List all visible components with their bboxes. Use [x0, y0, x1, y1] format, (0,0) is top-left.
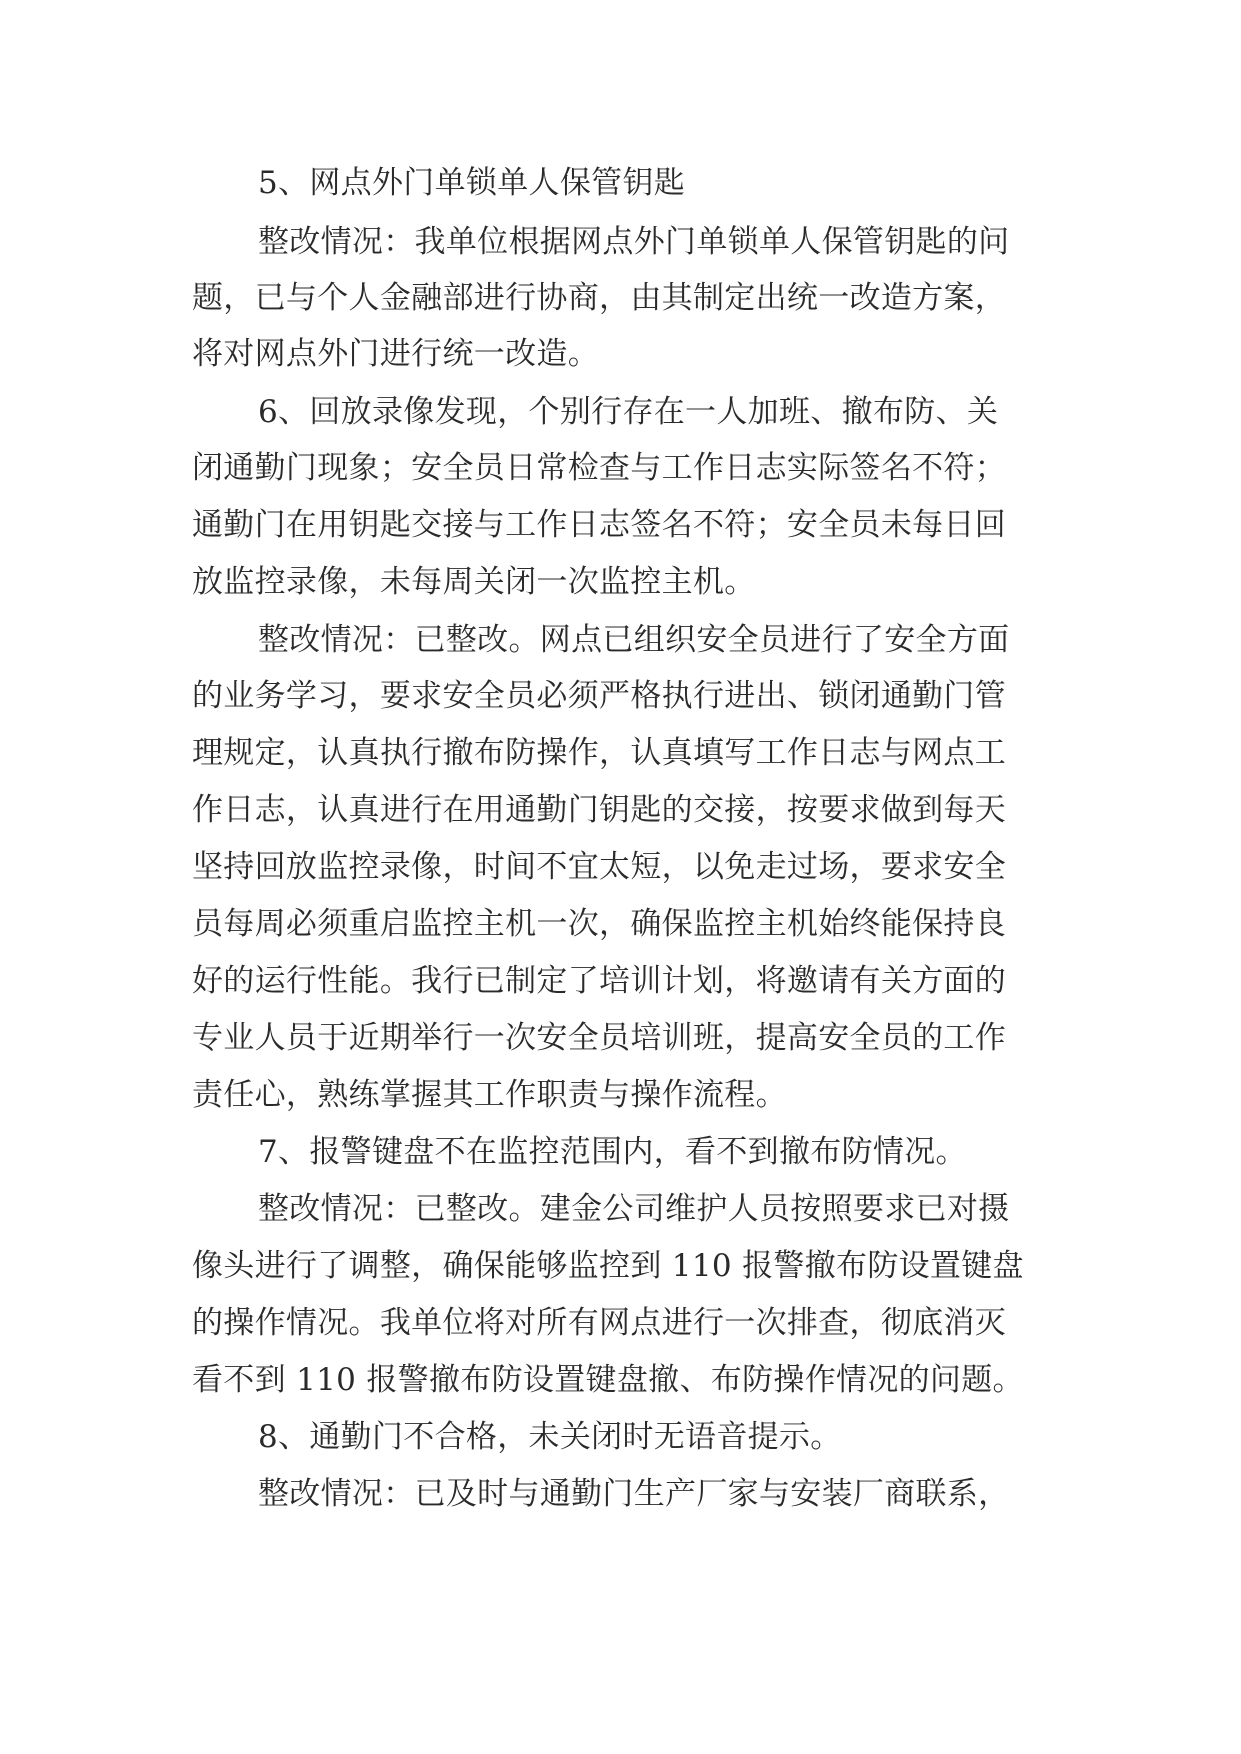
section-7-heading: 7、报警键盘不在监控范围内，看不到撤布防情况。 — [258, 1134, 967, 1170]
paragraph-line: 通勤门在用钥匙交接与工作日志签名不符；安全员未每日回 — [192, 507, 1007, 543]
paragraph-line: 专业人员于近期举行一次安全员培训班，提高安全员的工作 — [192, 1020, 1007, 1056]
paragraph-line: 看不到 110 报警撤布防设置键盘撤、布防操作情况的问题。 — [192, 1362, 1024, 1398]
paragraph-line: 好的运行性能。我行已制定了培训计划，将邀请有关方面的 — [192, 963, 1007, 999]
paragraph-line: 坚持回放监控录像，时间不宜太短，以免走过场，要求安全 — [192, 849, 1007, 885]
paragraph-line: 理规定，认真执行撤布防操作，认真填写工作日志与网点工 — [192, 735, 1007, 771]
paragraph-line: 责任心，熟练掌握其工作职责与操作流程。 — [192, 1077, 787, 1113]
section-8-heading: 8、通勤门不合格，未关闭时无语音提示。 — [258, 1419, 842, 1455]
paragraph-line: 的业务学习，要求安全员必须严格执行进出、锁闭通勤门管 — [192, 678, 1007, 714]
section-5-heading: 5、网点外门单锁单人保管钥匙 — [258, 165, 686, 201]
paragraph-line: 像头进行了调整，确保能够监控到 110 报警撤布防设置键盘 — [192, 1248, 1024, 1284]
paragraph-line: 整改情况：已及时与通勤门生产厂家与安装厂商联系， — [258, 1476, 1010, 1512]
paragraph-line: 将对网点外门进行统一改造。 — [192, 336, 600, 372]
paragraph-line: 放监控录像，未每周关闭一次监控主机。 — [192, 564, 756, 600]
section-6-heading: 6、回放录像发现，个别行存在一人加班、撤布防、关 — [258, 394, 999, 430]
paragraph-line: 作日志，认真进行在用通勤门钥匙的交接，按要求做到每天 — [192, 792, 1007, 828]
paragraph-line: 整改情况：已整改。网点已组织安全员进行了安全方面 — [258, 622, 1010, 658]
paragraph-line: 整改情况：已整改。建金公司维护人员按照要求已对摄 — [258, 1191, 1010, 1227]
paragraph-line: 题，已与个人金融部进行协商，由其制定出统一改造方案， — [192, 280, 1007, 316]
paragraph-line: 员每周必须重启监控主机一次，确保监控主机始终能保持良 — [192, 906, 1007, 942]
paragraph-line: 的操作情况。我单位将对所有网点进行一次排查，彻底消灭 — [192, 1305, 1007, 1341]
paragraph-line: 闭通勤门现象；安全员日常检查与工作日志实际签名不符； — [192, 450, 1007, 486]
paragraph-line: 整改情况：我单位根据网点外门单锁单人保管钥匙的问 — [258, 224, 1010, 260]
